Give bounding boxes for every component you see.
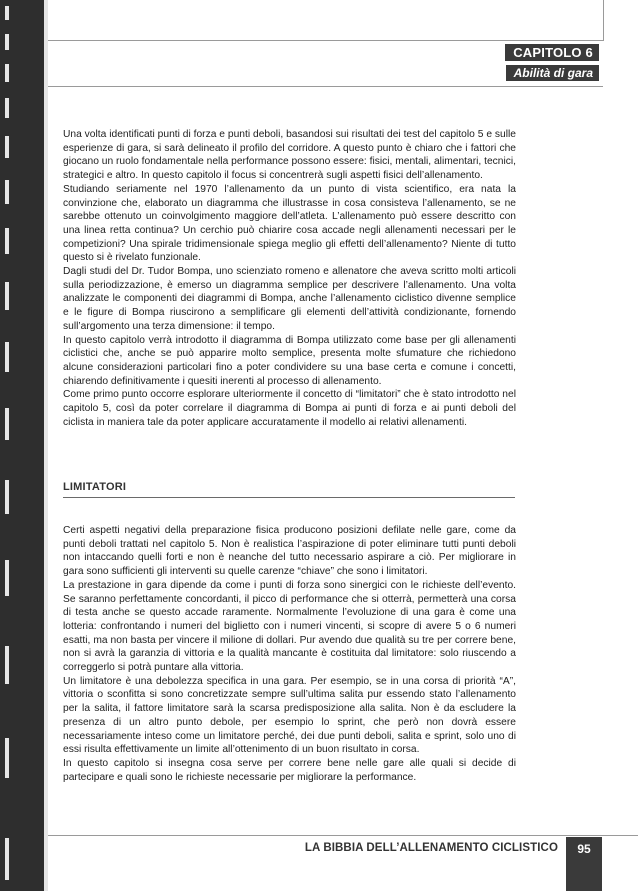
road-dash	[5, 6, 9, 20]
road-dash	[5, 34, 9, 50]
road-dash	[5, 646, 9, 684]
road-dash	[5, 342, 9, 372]
page-number: 95	[566, 837, 602, 891]
top-rule	[48, 40, 603, 41]
road-strip-decoration	[0, 0, 48, 891]
section-text	[63, 524, 516, 784]
chapter-label: CAPITOLO 6	[505, 44, 599, 61]
road-dash	[5, 480, 9, 514]
paragraph: Un limitatore è una debolezza specifica in una gara. Per esempio, se in una corsa di priorità “A”, vittoria o sconfitta si sono concretizzate sempre sull’ultima salita pur essendo stato l’allenamento per la salita, il fattore limitatore sarà la scarsa predisposizione alla salita. Non è da escludere la presenza di un altro punto debole, per esempio lo sprint, che però non dovrà essere necessariamente inteso come un limitatore perché, dei due punti deboli, salita e sprint, solo uno di essi risulta effettivamente un limite all’ottenimento di un buon risultato in corsa.	[63, 675, 516, 756]
paragraph: Studiando seriamente nel 1970 l’allenamento da un punto di vista scientifico, era nata la convinzione che, elaborato un diagramma che illustrasse in cosa consisteva l’allenamento, se ne sarebbe ottenuto un coinvolgimento maggiore dell’atleta. L’allenamento può essere descritto con una linea retta continua? Un cerchio può chiarire cosa accade negli allenamenti necessari per le competizioni? Una spirale tridimensionale spiega meglio gli effetti dell’allenamento? Niente di tutto questo si è rivelato funzionale.	[63, 183, 516, 264]
paragraph: In questo capitolo verrà introdotto il diagramma di Bompa utilizzato come base per gli allenamenti ciclistici che, anche se può apparire molto semplice, presenta molte sfumature che richiedono alcune considerazioni particolari fino a poter condividere su una base certa e comune i concetti, chiarendo definitivamente i quesiti inerenti al processo di allenamento.	[63, 334, 516, 387]
road-dash	[5, 228, 9, 254]
header-rule	[48, 86, 603, 87]
road-dash	[5, 98, 9, 118]
section-heading: LIMITATORI	[63, 481, 127, 493]
paragraph: Una volta identificati punti di forza e punti deboli, basandosi sui risultati dei test del capitolo 5 e sulle esperienze di gara, si sarà delineato il profilo del corridore. A questo punto è chiaro che i fattori che giocano un ruolo fondamentale nella performance possono essere: fisici, mentali, alimentari, tecnici, strategici e altro. In questo capitolo il focus si concentrerà sugli aspetti fisici dell’allenamento.	[63, 129, 516, 182]
road-dash	[5, 136, 9, 158]
road-edge-line	[44, 0, 48, 891]
road-dash	[5, 838, 9, 880]
section-heading-rule	[63, 497, 515, 498]
road-dash	[5, 180, 9, 204]
paragraph: Dagli studi del Dr. Tudor Bompa, uno scienziato romeno e allenatore che aveva scritto molti articoli sulla periodizzazione, è emerso un diagramma semplice per descrivere l’allenamento. Una volta analizzate le componenti dei diagrammi di Bompa, anche l’allenamento ciclistico divenne semplice e le figure di Bompa riuscirono a semplificare gli elementi dell’attività condizionante, fornendo sull’argomento una terza dimensione: il tempo.	[63, 266, 516, 332]
road-dash	[5, 282, 9, 310]
paragraph: La prestazione in gara dipende da come i punti di forza sono sinergici con le richieste dell’evento. Se saranno perfettamente concordanti, il picco di performance che si otterrà, permetterà una corsa di testa anche se questo accade raramente. Normalmente l’evoluzione di una gara è come una lotteria: confrontando i numeri del biglietto con i numeri vincenti, si scopre di avere 5 o 6 numeri esatti, ma non basta per vincere il milione di dollari. Pur avendo due qualità su tre per correre bene, non si avrà la garanzia di vittoria e la qualità mancante è costituita dal limitatore: solo riuscendo a correggerlo si potrà puntare alla vittoria.	[63, 579, 516, 674]
road-dash	[5, 560, 9, 596]
paragraph: Come primo punto occorre esplorare ulteriormente il concetto di “limitatori” che è stato introdotto nel capitolo 5, così da poter correlare il diagramma di Bompa ai punti di forza e ai punti deboli del ciclista in maniera tale da poter applicare accuratamente il modello ai relativi allenamenti.	[63, 389, 516, 428]
top-rule-vertical	[603, 0, 604, 41]
road-dash	[5, 408, 9, 440]
footer-rule	[48, 835, 638, 836]
road-dash	[5, 64, 9, 82]
footer-book-title: LA BIBBIA DELL’ALLENAMENTO CICLISTICO	[304, 842, 558, 854]
intro-text	[63, 128, 516, 429]
paragraph: In questo capitolo si insegna cosa serve per correre bene nelle gare alle quali si decide di partecipare e quali sono le richieste necessarie per migliorare la performance.	[63, 757, 516, 783]
road-dash	[5, 738, 9, 778]
paragraph: Certi aspetti negativi della preparazione fisica producono posizioni defilate nelle gare, come da punti deboli trattati nel capitolo 5. Non è realistica l’aspirazione di poter eliminare tutti punti deboli non intaccando quelli forti e non è neanche del tutto necessario aspirare a ciò. Per migliorare in gara sono sufficienti gli interventi su quelle carenze “chiave” che sono i limitatori.	[63, 525, 516, 578]
chapter-subtitle: Abilità di gara	[506, 65, 599, 81]
